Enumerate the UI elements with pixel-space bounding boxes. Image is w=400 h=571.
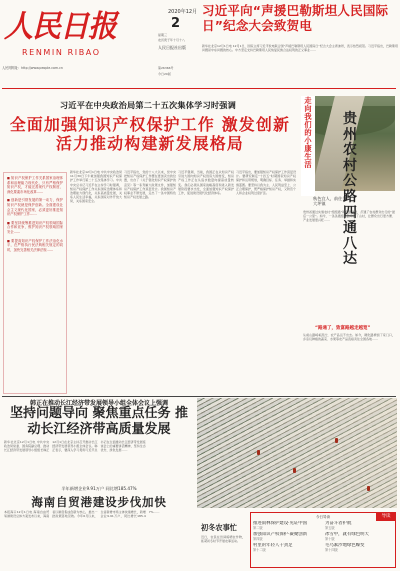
photo-title: 初冬农事忙: [201, 523, 237, 532]
toc-item[interactable]: 村里的年轻人干劲足 第十二版: [253, 543, 321, 552]
sidebar-series-tag: 走向我们的小康生活: [304, 96, 312, 169]
sidebar-article-body: 贵州省通过实施农村“组组通”硬化路建设，打通了农村群众出行的“最后一公里”。如今，一条条通组公路串起了山村，让群众出行更方便、产业发展更兴旺……: [303, 210, 395, 223]
toc-page: 第十版: [325, 536, 335, 541]
summary-point: ■ 知识产权保护工作关系国家治理体系和治理能力现代化，只有严格保护知识产权，才能完善现代产权制度、深化要素市场化改革……: [7, 176, 63, 194]
toc-item[interactable]: 加强知识产权保护·凝聚创新 第四版: [253, 532, 321, 541]
farmer-figure: [257, 450, 260, 455]
masthead-divider: [2, 88, 396, 89]
top-right-headline-box: [202, 3, 398, 45]
lead-column-1: 新华社北京12月1日电 中共中央政治局11月30日下午就加强我国知识产权保护工作举行第二十五次集体学习。中共中央总书记习近平在主持学习时强调，知识产权保护工作关系国家治理体系和治理能力现代化，关系高质量发展，关系人民生活幸福，关系国家对外开放大局，关系国家安全。: [70, 170, 122, 204]
story3-body: 本报海口12月1日电 海南自由贸易港建设总体方案发布以来，海南省以制度集成创新为核心，推出一批政策落地见效。今年6月以来，全省新增市场主体快速增长，新增企业9.91万户，同比增长185.47%……: [4, 510, 160, 519]
toc-page: 第十四版: [325, 547, 338, 552]
issue-weekday: 星期三: [158, 33, 168, 37]
lead-column-2: 习近平指出，党的十八大以来，党中央把知识产权保护工作摆在更加突出的位置，出台了《关于强化知识产权保护的意见》等一系列重大政策文件，加强知识产权保护工作顶层设计。我国知识产权事业不断发展，走出了一条中国特色知识产权发展之路。: [124, 170, 176, 200]
summary-point: ■ 要坚持统筹推进知识产权领域国际合作和竞争，维护知识产权领域国家安全……: [7, 221, 63, 235]
issue-page-count: 今日20版: [158, 72, 171, 76]
top-right-article-body: 新华社北京12月1日电 12月1日，国家主席习近平致电联合国“声援巴勒斯坦人民国际日”纪念大会主席迪昂，表示热烈祝贺。习近平指出，巴勒斯坦问题是中东问题的核心。中方坚定支持巴勒斯坦人民恢复民族合法权利的正义事业……: [202, 44, 398, 53]
newspaper-logo: 人民日报: [4, 8, 117, 44]
toc-item[interactable]: 推进雨林保护建设·见证中国 第二版: [253, 521, 321, 530]
table-of-contents: [250, 512, 396, 568]
farmer-figure: [367, 486, 370, 491]
toc-item[interactable]: 为奋斗者护航 第五版: [325, 521, 393, 530]
issue-day-number: 2: [171, 16, 181, 31]
photo-caption: 近日，农民在田间晾晒农作物，抓紧初冬时节开展农事活动。: [201, 535, 245, 544]
story3-headline[interactable]: 海南自贸港建设步伐加快: [31, 495, 167, 509]
top-right-headline[interactable]: 习近平向“声援巴勒斯坦人民国际日”纪念大会致贺电: [202, 3, 389, 33]
story2-headline[interactable]: 坚持问题导向 聚焦重点任务 推动长江经济带高质量发展: [9, 406, 189, 437]
story3-kicker: 半年新增企业9.91万户 同比增185.47%: [61, 486, 137, 491]
issue-date: 2020年12月: [168, 9, 198, 15]
lead-column-4: 习近平指出，要加强知识产权保护工作顶层设计。要研究制定“十四五”时期国家知识产权保护和运用规划，明确目标、任务、举措和实施蓝图。要坚持以我为主、人民利益至上、公正合理保护，既严格保护知识产权，又防范个人和企业权利过度扩张。: [236, 170, 296, 196]
website-address[interactable]: 人民网网址：http://www.people.com.cn: [2, 66, 63, 70]
toc-page: 第十二版: [253, 547, 266, 552]
guide-corner-badge: 导读: [376, 512, 396, 521]
farmer-figure: [293, 468, 296, 473]
lead-summary-box: [3, 172, 67, 394]
toc-page: 第五版: [325, 525, 335, 530]
toc-heading: 今日导读: [315, 515, 331, 519]
story2-kicker: 韩正在推动长江经济带发展领导小组全体会议上强调: [29, 400, 168, 407]
toc-page: 第四版: [253, 536, 263, 541]
toc-item[interactable]: 冰雪中，就有绿色明天 第十版: [325, 532, 393, 541]
farm-field-photo: [197, 398, 397, 508]
toc-item[interactable]: 毛乌素沙地绿色蝶变 第十四版: [325, 543, 393, 552]
sidebar-subhead: “路通了，致富路越走越宽”: [315, 326, 371, 331]
summary-point: ■ 创新是引领发展的第一动力，保护知识产权就是保护创新。全面建设社会主义现代化国家，必须更好推进知识产权保护工作……: [7, 198, 63, 216]
section-divider: [2, 396, 396, 397]
summary-point: ■ 要提高知识产权保护工作法治化水平，在严格执行民法典相关规定的同时，加快完善相关法律法规……: [7, 239, 63, 253]
farmer-figure: [335, 438, 338, 443]
lead-kicker: 习近平在中央政治局第二十五次集体学习时强调: [59, 100, 237, 110]
newspaper-pinyin: RENMIN RIBAO: [22, 48, 101, 57]
toc-page: 第二版: [253, 525, 263, 530]
sidebar-headline[interactable]: 贵州农村公路四通八达: [343, 111, 357, 268]
issue-serial: 第26366号: [158, 66, 174, 70]
lead-headline[interactable]: 全面加强知识产权保护工作 激发创新活力推动构建新发展格局: [9, 115, 291, 153]
photo-haze: [197, 398, 397, 508]
issue-lunar-date: 农历庚子年十月十八: [158, 38, 186, 42]
publisher-tag: 人民日报社出版: [158, 45, 186, 50]
lead-column-3: 习近平强调，当前，我国正在从知识产权引进大国向知识产权创造大国转变，知识产权工作正在从追求数量向提高质量转变。我们必须从国家战略高度和进入新发展阶段要求出发，全面加强知识产权保护工作，促进建设现代化经济体系。: [178, 170, 234, 196]
sidebar-photo-caption: 秋色宜人，前往务川大坪镇: [313, 196, 351, 207]
story2-body: 新华社北京12月1日电 中共中央政治局常委、国务院副总理、推动长江经济带发展领导小组组长韩正12月1日在北京主持召开推动长江经济带发展领导小组全体会议。韩正表示，要深入学习贯彻习近平总书记在全面推动长江经济带发展座谈会上的重要讲话精神，坚持生态优先、绿色发展……: [4, 440, 146, 453]
sidebar-article-body-2: 从前山路崎岖泥泞，农产品运不出去。如今，硬化路修到了家门口，乡亲们种植的蔬菜、水果等农产品直接卖往全国各地……: [303, 333, 395, 342]
